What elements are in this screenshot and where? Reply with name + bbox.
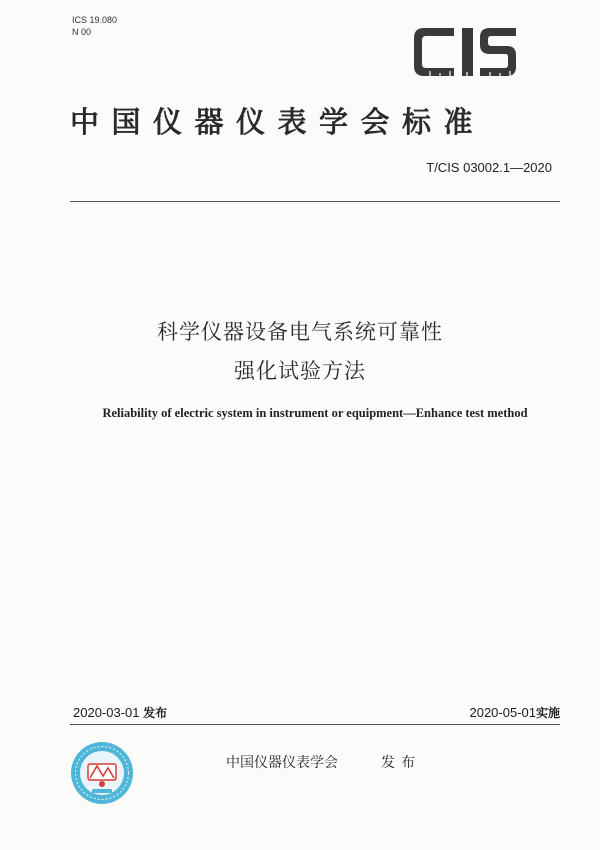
organization-standard-title: 中国仪器仪表学会标准: [70, 105, 486, 139]
top-divider: [70, 201, 560, 202]
ccs-code: N 00: [72, 27, 92, 37]
cis-logo: [410, 22, 520, 82]
classification-codes: [72, 14, 117, 38]
title-cn-line-1: 科学仪器设备电气系统可靠性: [157, 320, 443, 344]
implement-date-value: 2020-05-01: [469, 705, 536, 720]
publisher-action: 发布: [381, 755, 421, 771]
standard-number: T/CIS 03002.1—2020: [426, 160, 552, 175]
implement-date-label: 实施: [535, 706, 560, 720]
ics-code: ICS 19.080: [72, 15, 118, 25]
title-cn-line-2: 强化试验方法: [234, 359, 366, 383]
publisher-name: 中国仪器仪表学会: [226, 755, 338, 771]
issue-date-value: 2020-03-01: [73, 705, 140, 720]
bottom-divider: [70, 724, 560, 725]
society-seal-icon: [70, 741, 134, 805]
implement-date: [469, 704, 560, 721]
issue-date: [73, 704, 167, 721]
title-english: Reliability of electric system in instrument or equipment—Enhance test method: [102, 406, 528, 420]
issue-date-label: 发布: [143, 706, 168, 720]
